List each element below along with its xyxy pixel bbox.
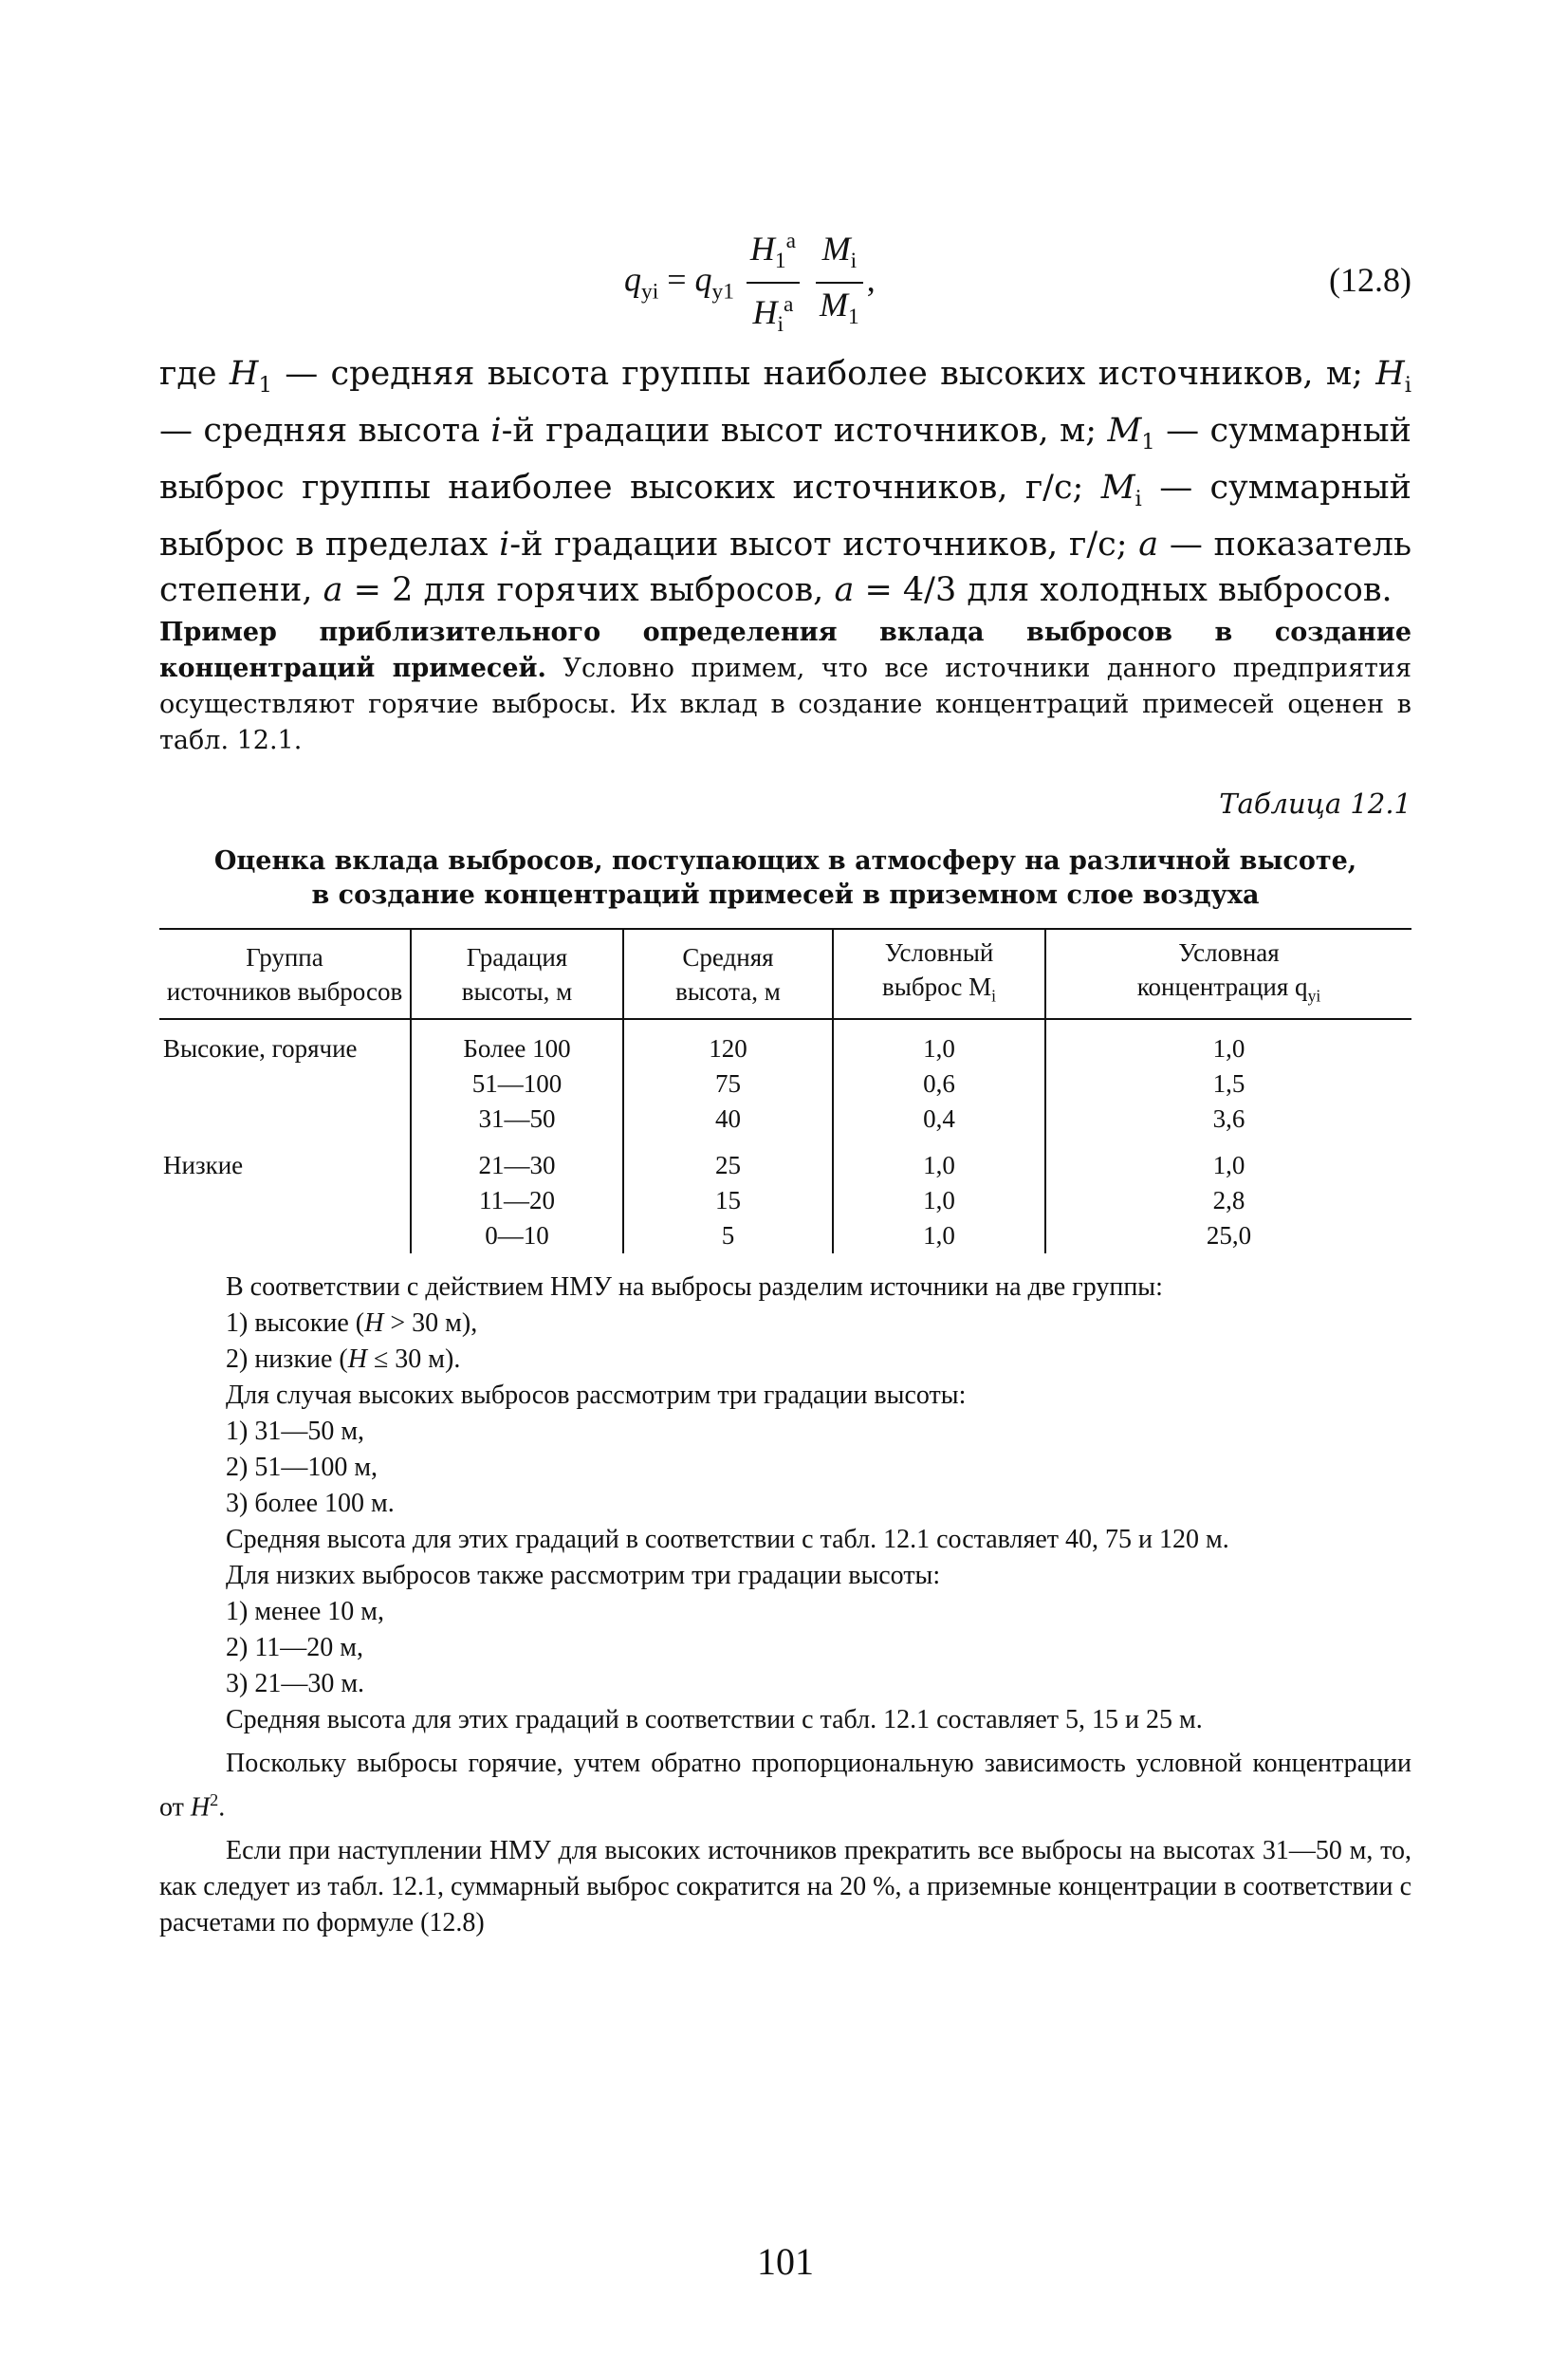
example-heading: Пример приблизительного определения вклада выбросов в создание концентраций примесей. [159,618,1411,683]
equation-number: (12.8) [1329,261,1411,299]
table-row: 31—50 40 0,4 3,6 [159,1102,1411,1137]
formula-definitions: где $H_1$ — средняя высота группы наиболее высоких источников, м; $H_i$ — средняя высота i-й градации высот источников, м; $M_1$ — суммарный выброс группы наиболее высоких источников, г/с; $M_i$ — суммарный выброс в пределах i-й градации высот источников, г/с; a — показатель степени, a = 2 для горячих выбросов, a = 4/3 для холодных выбросов. [159,355,1412,609]
table-row: 51—100 75 0,6 1,5 [159,1066,1411,1102]
fraction-heights: $\frac{H_1^a}{H_i^a}$ [747,220,800,345]
paragraph: Для случая высоких выбросов рассмотрим три градации высоты: [226,1381,967,1410]
table-title: Оценка вклада выбросов, поступающих в атмосферу на различной высоте, в создание концентраций примесей в приземном слое воздуха [213,846,1357,910]
table-row: 11—20 15 1,0 2,8 [159,1183,1411,1218]
table-row: Высокие, горячие Более 100 120 1,0 1,0 [159,1019,1411,1066]
data-table [159,928,1411,1253]
paragraph: Средняя высота для этих градаций в соответствии с табл. 12.1 составляет 5, 15 и 25 м. [226,1705,1203,1734]
table-row: Низкие 21—30 25 1,0 1,0 [159,1137,1411,1183]
paragraph: В соответствии с действием НМУ на выбросы разделим источники на две группы: [226,1272,1163,1302]
list-item: 3) более 100 м. [226,1489,395,1518]
header-cell: Условный выброс $M_i$ [833,929,1045,1019]
header-cell: Средняя высота, м [623,929,833,1019]
list-item: 2) 51—100 м, [226,1453,378,1482]
page-number: 101 [757,2240,814,2283]
fraction-emissions: $\frac{M_i}{M_1}$ [816,228,863,338]
formula-expression: $q_{yi} = q_{y1}$ $\frac{H_1^a}{H_i^a}$ $\frac{M_i}{M_1}$ , [624,220,876,345]
list-item: 2) 11—20 м, [226,1633,364,1662]
list-item: 3) 21—30 м. [226,1669,365,1698]
header-cell: Группа источников выбросов [159,929,411,1019]
paragraph: Поскольку выбросы горячие, учтем обратно пропорциональную зависимость условной концентрации от $H^2$. [159,1749,1411,1823]
paragraph: Если при наступлении НМУ для высоких источников прекратить все выбросы на высотах 31—50 м, то, как следует из табл. 12.1, суммарный выброс сократится на 20 %, а приземные концентрации в соответствии с расчетами по формуле (12.8) [159,1836,1411,1938]
paragraph: Средняя высота для этих градаций в соответствии с табл. 12.1 составляет 40, 75 и 120 м. [226,1525,1229,1554]
header-cell: Градация высоты, м [411,929,623,1019]
example-paragraph: Пример приблизительного определения вклада выбросов в создание концентраций примесей. Условно примем, что все источники данного предприятия осуществляют горячие выбросы. Их вклад в создание концентраций примесей оценен в табл. 12.1. [159,618,1411,755]
list-item: 1) 31—50 м, [226,1417,365,1446]
list-item: 2) низкие (H ≤ 30 м). [226,1344,461,1374]
list-item: 1) высокие (H > 30 м), [226,1308,478,1338]
body-text [159,1270,1411,1941]
formula-12-8 [159,220,1411,338]
list-item: 1) менее 10 м, [226,1597,385,1626]
table-label: Таблица 12.1 [1219,788,1411,820]
paragraph: Для низких выбросов также рассмотрим три градации высоты: [226,1561,941,1590]
table-header-row [159,929,1411,1019]
header-cell: Условная концентрация $q_{yi}$ [1045,929,1411,1019]
table-row: 0—10 5 1,0 25,0 [159,1218,1411,1253]
